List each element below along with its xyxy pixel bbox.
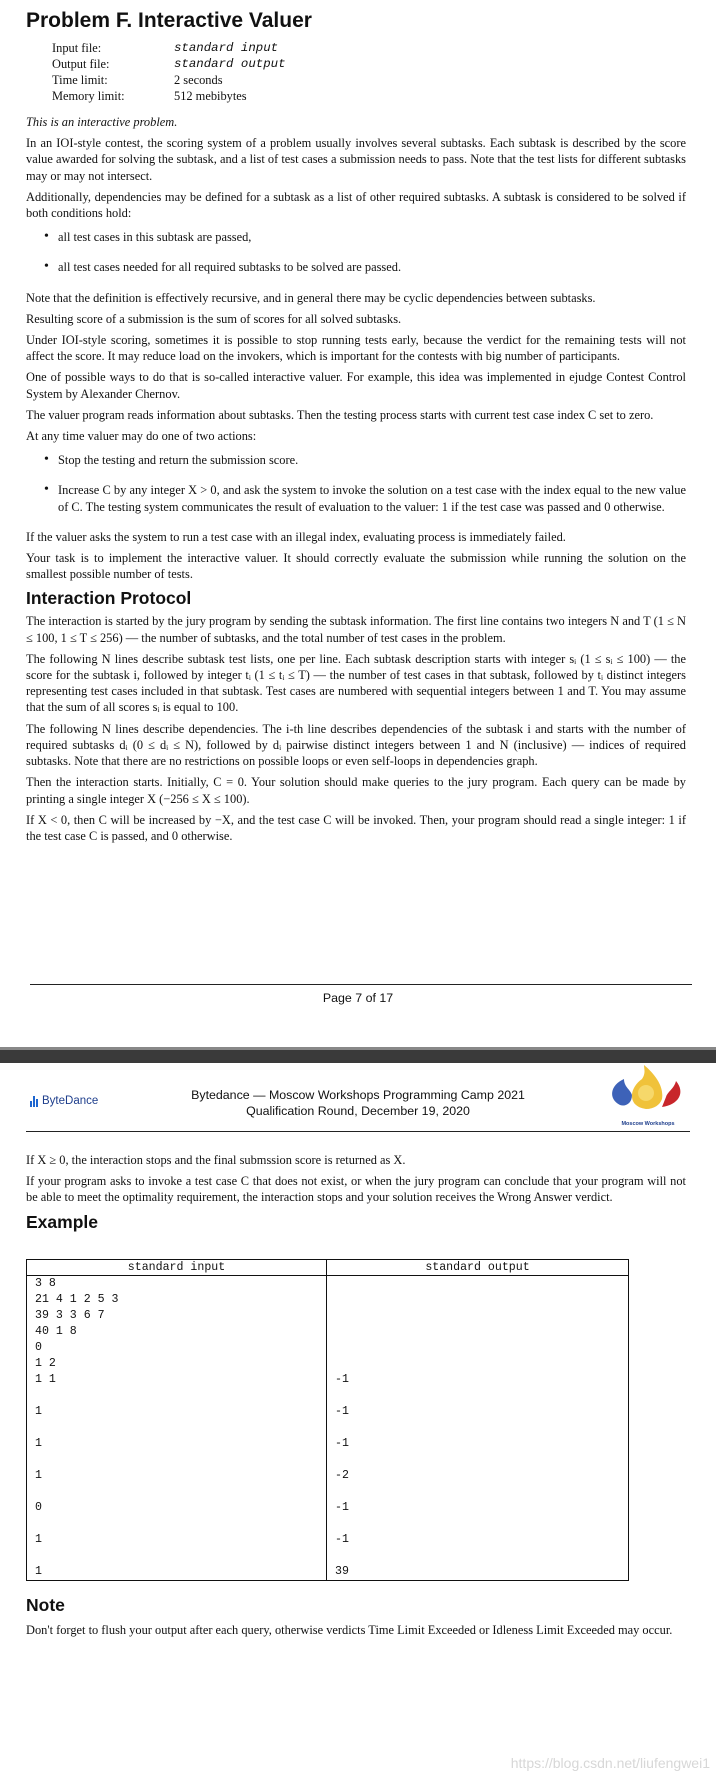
- example-output-line: [335, 1356, 628, 1372]
- example-output-column: [327, 1276, 629, 1581]
- meta-row: [52, 88, 286, 104]
- example-input-column: [27, 1276, 327, 1581]
- protocol-heading: Interaction Protocol: [26, 588, 192, 609]
- example-input-line: [35, 1484, 326, 1500]
- example-input-line: 21 4 1 2 5 3: [35, 1293, 119, 1306]
- example-output-line: -1: [335, 1437, 349, 1450]
- example-input-line: [35, 1548, 326, 1564]
- note-section: [26, 1594, 686, 1643]
- actions-intro: At any time valuer may do one of two actions:: [26, 429, 257, 444]
- intro-paragraph: In an IOI-style contest, the scoring system of a problem usually involves several subtasks. Each subtask is described by the score value awarded for solving the subtask, and a list of test cases a submission needs to pass. Note that the test lists for different subtasks may or may not intersect.: [26, 136, 686, 183]
- recursive-note: Note that the definition is effectively recursive, and in general there may be cyclic dependencies between subtasks.: [26, 290, 596, 305]
- action-item: • Stop the testing and return the submission score.: [44, 452, 686, 468]
- actions-list: [26, 452, 686, 515]
- contest-header: [150, 1087, 566, 1119]
- note-heading: Note: [26, 1595, 65, 1615]
- action-item: • Increase C by any integer X > 0, and ask the system to invoke the solution on a test case with the index equal to the new value of C. The testing system communicates the result of evaluation to the valuer: 1 if the test case was passed and 0 otherwise.: [44, 482, 686, 514]
- example-output-line: [335, 1484, 628, 1500]
- example-output-line: [335, 1276, 628, 1292]
- meta-key: Memory limit:: [52, 89, 125, 103]
- example-table: [26, 1259, 629, 1581]
- example-input-header: standard input: [27, 1260, 327, 1276]
- bytedance-wordmark: ByteDance: [42, 1095, 99, 1107]
- flame-logo-icon: [606, 1065, 690, 1117]
- example-input-line: 1: [35, 1533, 42, 1546]
- footer-rule: [30, 984, 692, 985]
- page-7-content: [26, 8, 686, 849]
- contest-name: Bytedance — Moscow Workshops Programming Camp 2021: [191, 1088, 525, 1102]
- bytedance-logo: [30, 1095, 98, 1107]
- example-input-line: [35, 1516, 326, 1532]
- moscow-workshops-logo: [606, 1065, 690, 1125]
- meta-value: standard input: [174, 41, 279, 55]
- page-8-content: [26, 1152, 686, 1233]
- meta-value: standard output: [174, 57, 286, 71]
- example-heading: Example: [26, 1211, 98, 1232]
- example-input-line: 1: [35, 1405, 42, 1418]
- example-input-line: [35, 1452, 326, 1468]
- header-rule: [26, 1131, 690, 1132]
- example-output-line: -1: [335, 1501, 349, 1514]
- interactive-note: This is an interactive problem.: [26, 115, 178, 129]
- protocol-paragraph: The following N lines describe dependencies. The i-th line describes dependencies of the subtask i and starts with the number of required subtasks dᵢ (0 ≤ dᵢ ≤ N), followed by dᵢ pairwise distinct integers between 1 and N (inclusive) — indices of required subtasks. Note that there are no restrictions on possible loops or even self-loops in dependencies graph.: [26, 721, 686, 769]
- solved-conditions-list: [26, 229, 686, 275]
- page-separator: [0, 1047, 716, 1063]
- example-output-line: -1: [335, 1533, 349, 1546]
- example-output-line: [335, 1516, 628, 1532]
- example-output-line: -1: [335, 1405, 349, 1418]
- example-input-line: [35, 1420, 326, 1436]
- example-input-line: 3 8: [35, 1277, 56, 1290]
- stop-paragraph: If X ≥ 0, the interaction stops and the final submssion score is returned as X.: [26, 1153, 406, 1167]
- meta-row: [52, 40, 286, 56]
- example-output-line: [335, 1340, 628, 1356]
- example-output-line: [335, 1388, 628, 1404]
- problem-title: Problem F. Interactive Valuer: [26, 9, 312, 32]
- example-output-line: [335, 1420, 628, 1436]
- example-output-line: -2: [335, 1469, 349, 1482]
- protocol-paragraph: Then the interaction starts. Initially, C = 0. Your solution should make queries to the jury program. Each query can be made by printing a single integer X (−256 ≤ X ≤ 100).: [26, 775, 686, 806]
- example-output-line: -1: [335, 1373, 349, 1386]
- meta-key: Input file:: [52, 41, 102, 55]
- illegal-index-paragraph: If the valuer asks the system to run a test case with an illegal index, evaluating process is immediately failed.: [26, 529, 566, 544]
- meta-value: 2 seconds: [174, 73, 223, 87]
- example-output-line: [335, 1452, 628, 1468]
- condition-item: • all test cases in this subtask are passed,: [44, 229, 686, 245]
- example-input-line: 1 2: [35, 1357, 56, 1370]
- example-output-line: [335, 1324, 628, 1340]
- example-input-line: 0: [35, 1501, 42, 1514]
- note-text: Don't forget to flush your output after each query, otherwise verdicts Time Limit Exceeded or Idleness Limit Exceeded may occur.: [26, 1623, 673, 1637]
- meta-key: Output file:: [52, 57, 110, 71]
- wrong-answer-paragraph: If your program asks to invoke a test case C that does not exist, or when the jury program can conclude that your program will not be able to meet the optimality requirement, the interaction stops and your solution receives the Wrong Answer verdict.: [26, 1174, 686, 1205]
- example-output-line: [335, 1308, 628, 1324]
- example-input-line: 40 1 8: [35, 1325, 77, 1338]
- condition-item: • all test cases needed for all required subtasks to be solved are passed.: [44, 259, 686, 275]
- example-input-line: 0: [35, 1341, 42, 1354]
- example-input-line: 39 3 3 6 7: [35, 1309, 105, 1322]
- valuer-paragraph: One of possible ways to do that is so-called interactive valuer. For example, this idea was implemented in ejudge Contest Control System by Alexander Chernov.: [26, 370, 686, 401]
- dependencies-paragraph: Additionally, dependencies may be defined for a subtask as a list of other required subtasks. A subtask is considered to be solved if both conditions hold:: [26, 189, 686, 221]
- protocol-paragraph: The following N lines describe subtask test lists, one per line. Each subtask description starts with integer sᵢ (1 ≤ sᵢ ≤ 100) — the score for the subtask i, followed by integer tᵢ (1 ≤ tᵢ ≤ T) — the number of test cases in that subtask, followed by tᵢ distinct integers representing test cases included in that subtask. Test cases are numbered with sequential integers between 1 and T. You may assume that the sum of all scores sᵢ is equal to 100.: [26, 651, 686, 715]
- valuer-reads-paragraph: The valuer program reads information about subtasks. Then the testing process starts with current test case index C set to zero.: [26, 407, 654, 422]
- meta-value: 512 mebibytes: [174, 89, 247, 103]
- example-input-line: [35, 1388, 326, 1404]
- example-output-header: standard output: [327, 1260, 629, 1276]
- logo-caption: Moscow Workshops: [621, 1121, 675, 1127]
- contest-round: Qualification Round, December 19, 2020: [246, 1104, 470, 1118]
- csdn-watermark: https://blog.csdn.net/liufengwei1: [510, 1755, 710, 1771]
- problem-meta-table: [52, 40, 286, 104]
- example-input-line: 1: [35, 1565, 42, 1578]
- early-stop-paragraph: Under IOI-style scoring, sometimes it is possible to stop running tests early, because the verdict for the remaining tests will not affect the score. It may reduce load on the invokers, which is important for the contests with big number of participants.: [26, 333, 686, 364]
- protocol-paragraph: If X < 0, then C will be increased by −X, and the test case C will be invoked. Then, your program should read a single integer: 1 if the test case C is passed, and 0 otherwise.: [26, 812, 686, 843]
- example-input-line: 1 1: [35, 1373, 56, 1386]
- meta-key: Time limit:: [52, 73, 108, 87]
- meta-row: [52, 72, 286, 88]
- example-input-line: 1: [35, 1437, 42, 1450]
- protocol-paragraph: The interaction is started by the jury program by sending the subtask information. The first line contains two integers N and T (1 ≤ N ≤ 100, 1 ≤ T ≤ 256) — the number of subtasks, and the total number of test cases in the problem.: [26, 614, 686, 645]
- example-output-line: [335, 1548, 628, 1564]
- example-output-line: 39: [335, 1565, 349, 1578]
- page-8: [0, 1063, 716, 1777]
- example-input-line: 1: [35, 1469, 42, 1482]
- score-paragraph: Resulting score of a submission is the sum of scores for all solved subtasks.: [26, 311, 402, 326]
- bytedance-bars-icon: [30, 1096, 38, 1107]
- task-paragraph: Your task is to implement the interactive valuer. It should correctly evaluate the submission while running the solution on the smallest possible number of tests.: [26, 551, 686, 582]
- page-number: Page 7 of 17: [322, 991, 394, 1005]
- example-output-line: [335, 1292, 628, 1308]
- meta-row: [52, 56, 286, 72]
